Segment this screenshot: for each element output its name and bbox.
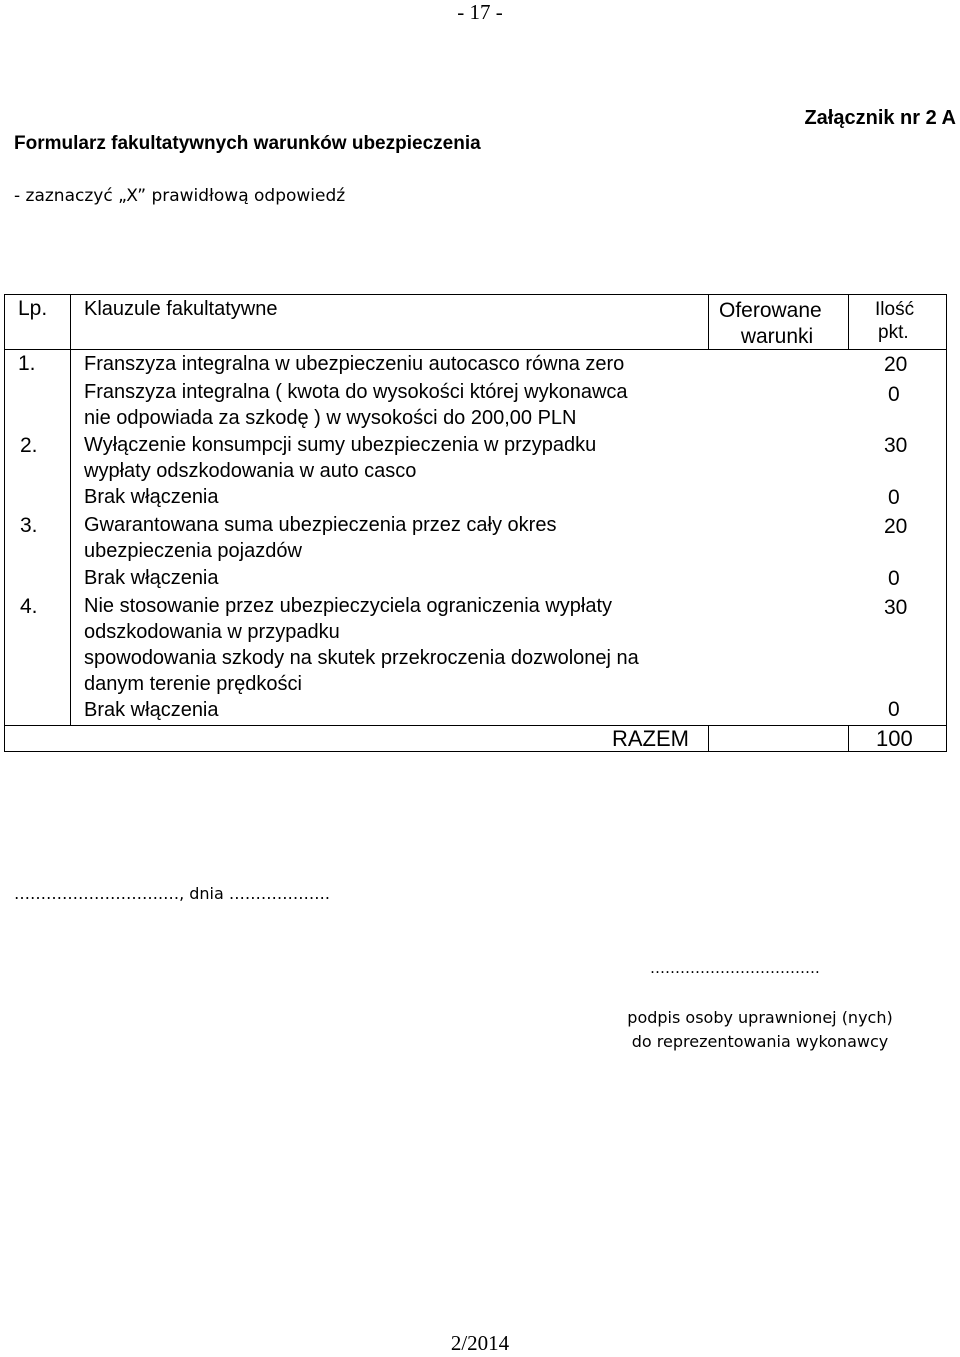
row-text: odszkodowania w przypadku [84, 621, 340, 643]
annex-label: Załącznik nr 2 A [804, 107, 956, 129]
row-text: Nie stosowanie przez ubezpieczyciela ograniczenia wypłaty [84, 595, 613, 617]
row-points: 0 [888, 383, 900, 406]
row-text: danym terenie prędkości [84, 673, 302, 695]
header-pkt: pkt. [878, 322, 909, 343]
signature-caption-1: podpis osoby uprawnionej (nych) [627, 1008, 893, 1027]
row-text: Brak włączenia [84, 567, 219, 589]
row-points: 0 [888, 698, 900, 721]
row-text: wypłaty odszkodowania w auto casco [84, 460, 417, 482]
total-divider [4, 725, 947, 726]
header-lp: Lp. [18, 297, 48, 320]
row-text: nie odpowiada za szkodę ) w wysokości do 200,00 PLN [84, 407, 577, 429]
row-lp: 3. [20, 514, 38, 537]
header-klauzule: Klauzule fakultatywne [84, 298, 278, 320]
document-code: 2/2014 [450, 1331, 510, 1355]
row-text: Franszyza integralna ( kwota do wysokości której wykonawca [84, 381, 628, 403]
signature-caption-2: do reprezentowania wykonawcy [631, 1032, 889, 1051]
instruction-text: - zaznaczyć „X” prawidłową odpowiedź [14, 186, 346, 206]
row-points: 20 [884, 353, 908, 376]
page-number: - 17 - [457, 0, 503, 24]
signature-line: ……………………………. [650, 959, 820, 977]
lp-column-divider [70, 294, 71, 725]
row-lp: 2. [20, 434, 38, 457]
row-text: Brak włączenia [84, 699, 219, 721]
row-text: ubezpieczenia pojazdów [84, 540, 302, 562]
form-title: Formularz fakultatywnych warunków ubezpieczenia [14, 133, 481, 154]
row-points: 0 [888, 567, 900, 590]
total-value: 100 [876, 726, 913, 751]
header-warunki: warunki [740, 325, 814, 348]
row-text: Gwarantowana suma ubezpieczenia przez cały okres [84, 514, 557, 536]
row-text: Wyłączenie konsumpcji sumy ubezpieczenia w przypadku [84, 434, 597, 456]
total-value-divider [848, 725, 849, 752]
row-text: Brak włączenia [84, 486, 219, 508]
row-points: 30 [884, 434, 908, 457]
row-text: spowodowania szkody na skutek przekroczenia dozwolonej na [84, 647, 639, 669]
row-points: 30 [884, 596, 908, 619]
row-lp: 4. [20, 595, 38, 618]
row-lp: 1. [18, 352, 36, 375]
row-points: 0 [888, 486, 900, 509]
total-label: RAZEM [612, 726, 689, 751]
row-points: 20 [884, 515, 908, 538]
place-date-line: ……………………….…, dnia ………………. [14, 884, 330, 903]
row-text: Franszyza integralna w ubezpieczeniu autocasco równa zero [84, 353, 625, 375]
klauzule-column-divider [708, 294, 709, 349]
oferowane-column-divider [848, 294, 849, 349]
header-oferowane: Oferowane [719, 299, 822, 322]
header-ilosc: Ilość [875, 299, 915, 320]
razem-column-divider [708, 725, 709, 752]
